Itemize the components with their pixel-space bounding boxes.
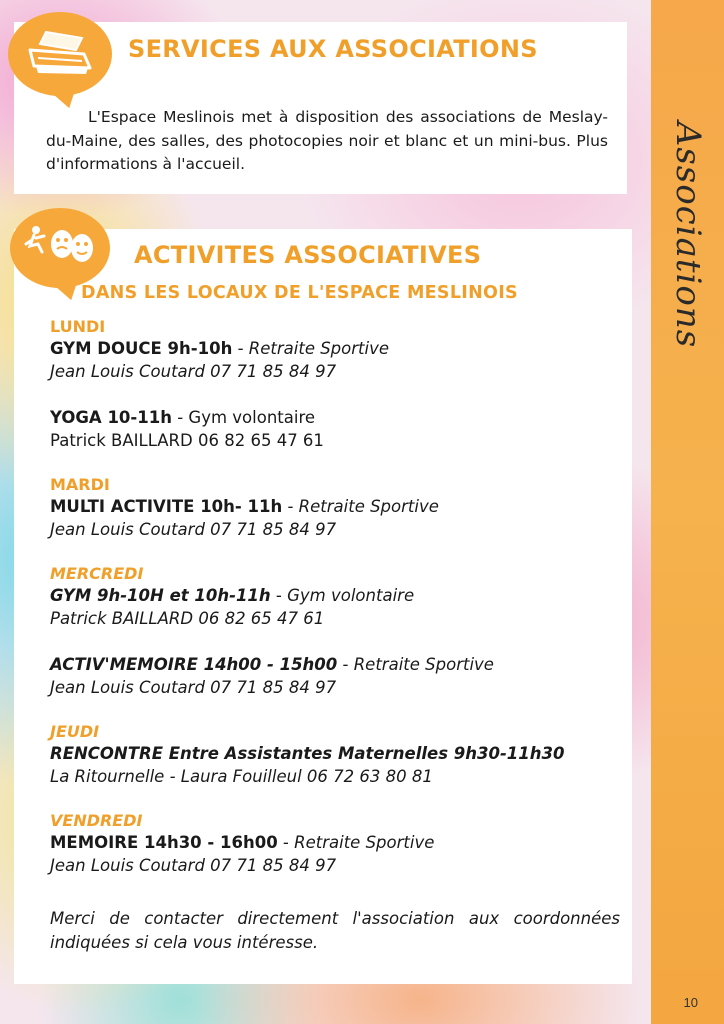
day-heading: VENDREDI [50, 811, 143, 830]
separator: - [171, 408, 189, 427]
sidebar-title: Associations [667, 121, 708, 349]
activities-title: ACTIVITES ASSOCIATIVES [134, 241, 482, 269]
sidebar [651, 0, 724, 1024]
services-text: L'Espace Meslinois met à disposition des associations de Meslay-du-Maine, des salles, des photocopies noir et blanc et un mini-bus. Plus d'informations à l'accueil. [46, 108, 608, 173]
contact: Patrick BAILLARD 06 82 65 47 61 [50, 609, 325, 628]
organization: Retraite Sportive [248, 339, 390, 358]
activity-line [50, 831, 625, 854]
services-title: SERVICES AUX ASSOCIATIONS [128, 35, 538, 63]
organization: Retraite Sportive [294, 833, 435, 852]
activity-line [50, 742, 625, 765]
activity-line [50, 653, 625, 676]
activity-name: GYM DOUCE 9h-10h [50, 339, 233, 358]
contact: La Ritournelle - Laura Fouilleul 06 72 63 80 81 [50, 767, 433, 786]
separator: - [277, 833, 295, 852]
contact: Patrick BAILLARD 06 82 65 47 61 [50, 431, 324, 450]
schedule-list [50, 317, 625, 877]
contact: Jean Louis Coutard 07 71 85 84 97 [50, 520, 337, 539]
activity-name: RENCONTRE Entre Assistantes Maternelles 9h30-11h30 [50, 744, 565, 763]
page-number: 10 [683, 995, 698, 1010]
activities-subtitle: DANS LES LOCAUX DE L'ESPACE MESLINOIS [81, 283, 518, 303]
day-heading: MERCREDI [50, 564, 144, 583]
contact: Jean Louis Coutard 07 71 85 84 97 [50, 362, 337, 381]
activity-line [50, 495, 625, 518]
activity-line [50, 584, 625, 607]
printer-icon [24, 28, 98, 78]
activity-line [50, 406, 625, 429]
organization: Retraite Sportive [353, 655, 494, 674]
activity-name: MULTI ACTIVITE 10h- 11h [50, 497, 283, 516]
theater-masks-runner-icon [24, 222, 98, 268]
day-heading: JEUDI [50, 722, 100, 741]
activity-name: MEMOIRE 14h30 - 16h00 [50, 833, 278, 852]
day-heading: MARDI [50, 475, 110, 494]
organization: Retraite Sportive [298, 497, 439, 516]
day-heading: LUNDI [50, 317, 106, 336]
separator: - [270, 586, 288, 605]
contact: Jean Louis Coutard 07 71 85 84 97 [50, 856, 337, 875]
closing-note: Merci de contacter directement l'association aux coordonnées indiquées si cela vous intéresse. [50, 909, 620, 952]
separator: - [282, 497, 299, 516]
activity-name: ACTIV'MEMOIRE 14h00 - 15h00 [50, 655, 338, 674]
organization: Gym volontaire [287, 586, 415, 605]
contact: Jean Louis Coutard 07 71 85 84 97 [50, 678, 337, 697]
organization: Gym volontaire [188, 408, 316, 427]
separator: - [232, 339, 249, 358]
activity-name: YOGA 10-11h [50, 408, 172, 427]
activity-name: GYM 9h-10H et 10h-11h [50, 586, 271, 605]
activity-line [50, 337, 625, 360]
separator: - [337, 655, 354, 674]
